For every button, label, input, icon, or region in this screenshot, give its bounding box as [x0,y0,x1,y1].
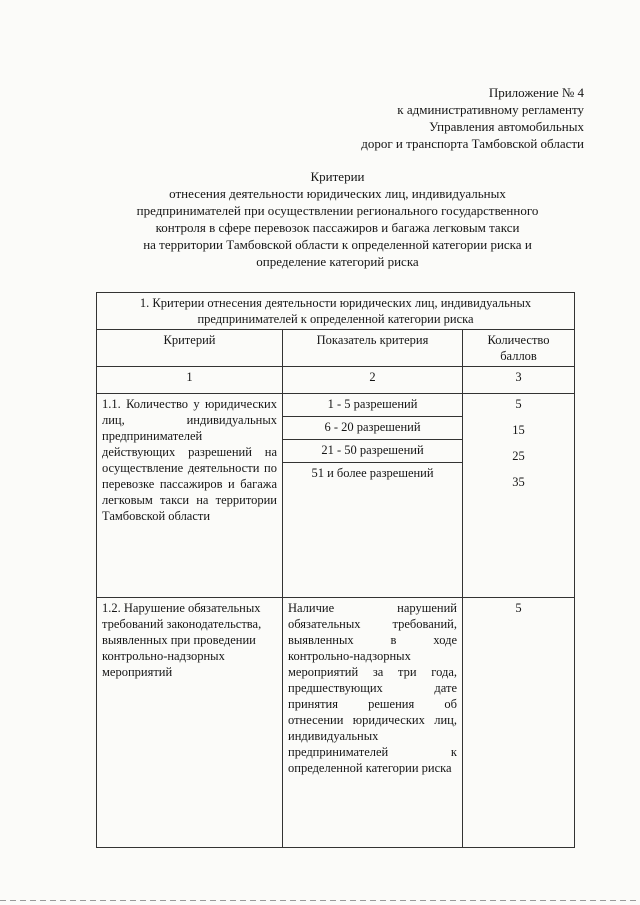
score-value: 35 [512,475,525,489]
criterion-cell: 1.2. Нарушение обязательных требований законодательства, выявленных при проведении контрольно-надзорных мероприятий [97,598,283,848]
score-value: 5 [463,598,575,848]
title-line: на территории Тамбовской области к определенной категории риска и [143,237,532,252]
column-header-criterion: Критерий [97,330,283,367]
score-value: 25 [512,449,525,463]
table-section-header: 1. Критерии отнесения деятельности юридических лиц, индивидуальных предпринимателей к определенной категории риска [97,293,575,330]
score-value: 15 [512,423,525,437]
indicator-item: 51 и более разрешений [311,466,434,480]
appendix-line: Управления автомобильных [429,119,584,134]
appendix-line: к административному регламенту [397,102,584,117]
title-line: контроля в сфере перевозок пассажиров и багажа легковым такси [155,220,520,235]
indicator-item: 6 - 20 разрешений [283,417,462,440]
column-number: 1 [97,367,283,394]
score-value: 5 [515,397,522,411]
appendix-line: Приложение № 4 [488,85,584,100]
appendix-header [284,84,584,152]
column-header-score: Количество баллов [463,330,575,367]
indicator-item: 21 - 50 разрешений [283,440,462,463]
indicator-cell: Наличие нарушений обязательных требований, выявленных в ходе контрольно-надзорных мероприятий за три года, предшествующих дате принятия решения об отнесении юридических лиц, индивидуальных предпринимателей к определенной категории риска [283,598,463,848]
appendix-line: дорог и транспорта Тамбовской области [361,136,584,151]
table-row [97,598,575,848]
column-header-indicator: Показатель критерия [283,330,463,367]
column-number: 2 [283,367,463,394]
title-line: определение категорий риска [256,254,419,269]
title-line: предпринимателей при осуществлении регионального государственного [136,203,539,218]
scan-edge-line [0,900,640,901]
table-row [97,394,575,598]
indicator-cell [283,394,463,598]
document-title [105,168,570,270]
title-line: Критерии [310,169,365,184]
criterion-cell: 1.1. Количество у юридических лиц, индивидуальных предпринимателей действующих разрешений на осуществление деятельности по перевозке пассажиров и багажа легковым такси на территории Тамбовской области [97,394,283,598]
indicator-item: 1 - 5 разрешений [283,394,462,417]
score-cell [463,394,575,598]
title-line: отнесения деятельности юридических лиц, индивидуальных [169,186,506,201]
criteria-table [96,292,575,848]
column-number: 3 [463,367,575,394]
